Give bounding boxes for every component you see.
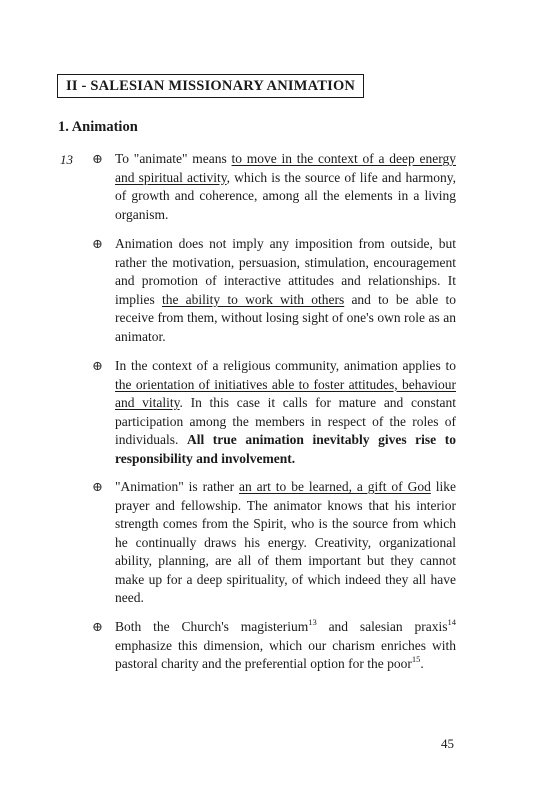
paragraph-text: . (291, 450, 296, 466)
bullet-icon: ⊕ (92, 236, 103, 251)
paragraph-text: To "animate" means (115, 151, 232, 166)
bullet-icon: ⊕ (92, 151, 103, 166)
underlined-text: an art to be learned, a gift of God (238, 479, 431, 494)
paragraph-1 (92, 150, 456, 224)
paragraph-text: and salesian praxis (316, 619, 448, 634)
paragraph-text: and to be able to receive from them, without losing sight of one's own role as an animator. (115, 291, 456, 344)
section-title-box (57, 74, 364, 98)
paragraph-text: emphasize this dimension, which our charism enriches with pastoral charity and the preferential option for the poor (115, 637, 456, 671)
footnote-ref: 13 (308, 617, 317, 627)
paragraph-text: . In this case it calls for mature and constant participation among the members in respect of the roles of individuals. (115, 395, 456, 447)
paragraph-5 (92, 617, 456, 674)
bullet-icon: ⊕ (92, 619, 103, 634)
underlined-text: the orientation of initiatives able to foster attitudes, behaviour and vitality (115, 376, 456, 410)
footnote-ref: 15 (411, 654, 421, 664)
underlined-text: to move in the context of a deep energy and spiritual activity (115, 151, 456, 185)
footnote-ref: 14 (447, 617, 456, 627)
page-number: 45 (441, 736, 454, 751)
paragraph-text: like prayer and fellowship. The animator knows that his interior strength comes from the Spirit, who is the source from which he continually draws his energy. Creativity, organizational ability, planning, are all of them important but they cannot make up for a deep spirituality, of which indeed they all have need. (115, 479, 456, 605)
bold-text: All true animation inevitably gives rise to responsibility and involvement (115, 432, 457, 466)
paragraph-text: In the context of a religious community, animation applies to (115, 358, 456, 373)
paragraph-2 (92, 235, 456, 346)
paragraph-text: . (420, 656, 424, 671)
section-title: II - SALESIAN MISSIONARY ANIMATION (66, 78, 356, 94)
subheading: 1. Animation (58, 119, 138, 135)
paragraph-text: , which is the source of life and harmony, of growth and coherence, among all the elements in a living organism. (115, 169, 456, 222)
bullet-icon: ⊕ (92, 358, 103, 373)
paragraph-number: 13 (60, 152, 73, 167)
paragraph-3 (92, 357, 457, 468)
bullet-icon: ⊕ (92, 479, 103, 494)
paragraph-text: "Animation" is rather (115, 479, 239, 494)
paragraph-text: Both the Church's magisterium (115, 619, 309, 634)
paragraph-4 (92, 478, 456, 608)
underlined-text: the ability to work with others (161, 291, 345, 307)
paragraph-text: Animation does not imply any imposition from outside, but rather the motivation, persuasion, stimulation, encouragement and promotion of interactive attitudes and relationships. It implies (115, 236, 456, 307)
